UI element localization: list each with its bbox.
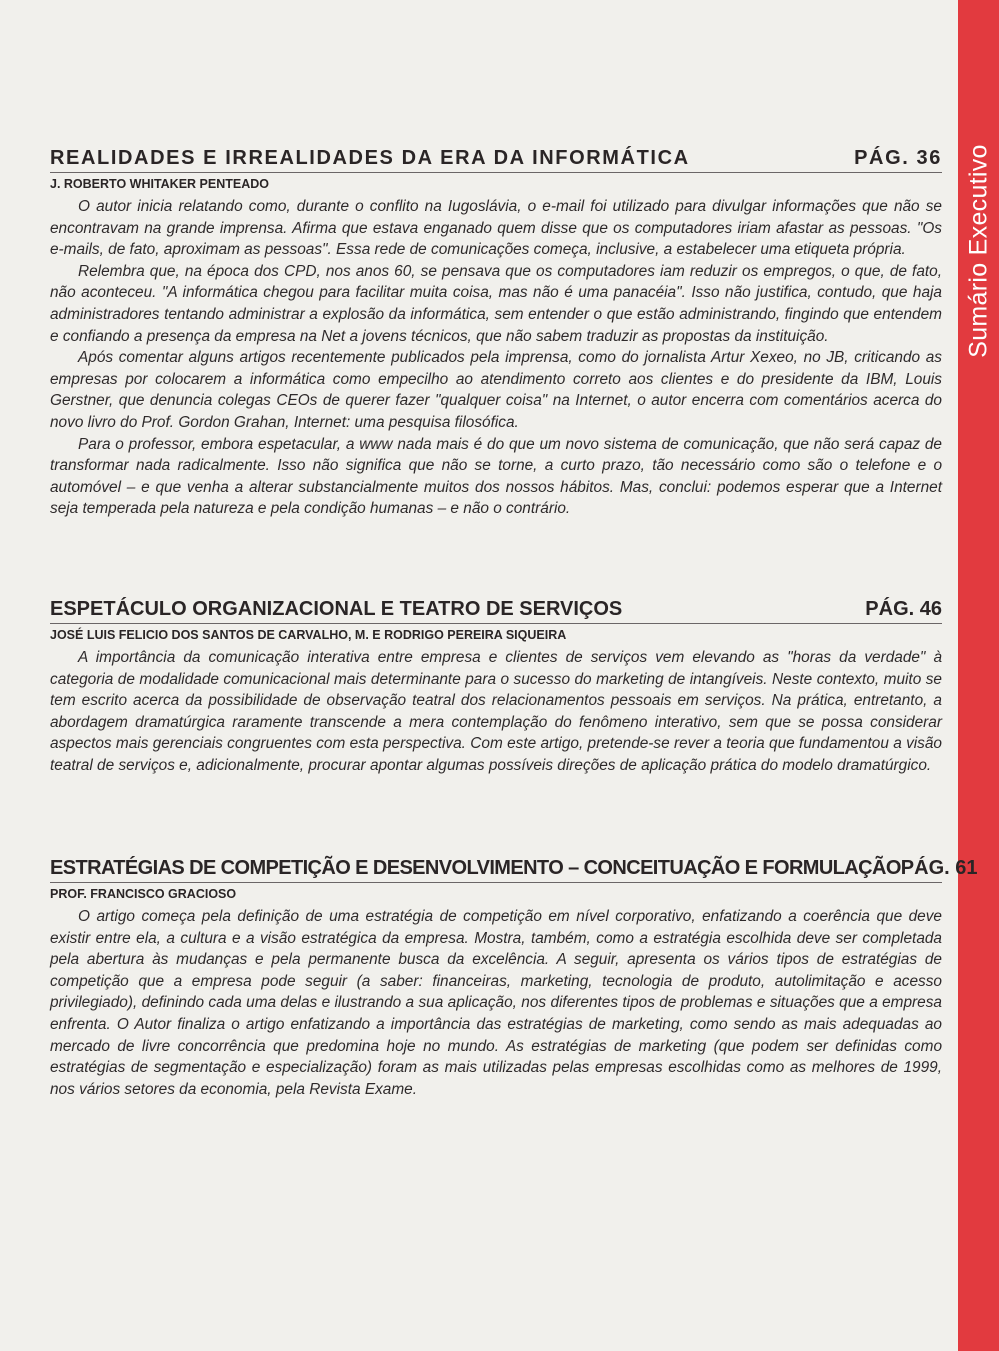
article-body (50, 196, 942, 520)
article-title: ESPETÁCULO ORGANIZACIONAL E TEATRO DE SERVIÇOS (50, 598, 623, 620)
article-paragraph: O autor inicia relatando como, durante o conflito na Iugoslávia, o e-mail foi utilizado para divulgar informações que não se encontravam na grande imprensa. Afirma que estava enganado quem disse que os computadores iriam afastar as pessoas. "Os e-mails, de fato, aproximam as pessoas". Essa rede de comunicações começa, inclusive, a estabelecer uma etiqueta própria. (50, 198, 942, 259)
article-page-number: PÁG. 46 (865, 598, 942, 620)
article-espetaculo (50, 598, 942, 777)
article-author: PROF. FRANCISCO GRACIOSO (50, 887, 237, 901)
article-paragraph: Relembra que, na época dos CPD, nos anos 60, se pensava que os computadores iam reduzir os empregos, o que, de fato, não aconteceu. "A informática chegou para facilitar muita coisa, mas não é uma panacéia". Isso não justifica, contudo, que haja administradores tentando administrar a explosão da informática, sem entender o que estão administrando, fingindo que entendem e confiando a presença da empresa na Net a jovens técnicos, que não sabem traduzir as propostas da instituição. (50, 262, 942, 345)
article-header (50, 598, 942, 624)
article-header (50, 857, 978, 883)
article-page-number: PÁG. 61 (900, 857, 978, 879)
article-title: REALIDADES E IRREALIDADES DA ERA DA INFORMÁTICA (50, 147, 690, 169)
sidebar-label: Sumário Executivo (964, 144, 992, 358)
article-author: JOSÉ LUIS FELICIO DOS SANTOS DE CARVALHO, M. E RODRIGO PEREIRA SIQUEIRA (50, 628, 567, 642)
article-header (50, 147, 942, 173)
article-body (50, 647, 942, 777)
article-realidades (50, 147, 942, 520)
article-paragraph: Após comentar alguns artigos recentemente publicados pela imprensa, como do jornalista Artur Xexeo, no JB, criticando as empresas por colocarem a informática como empecilho ao atendimento correto aos clientes e do presidente da IBM, Louis Gerstner, que denuncia colegas CEOs de querer fazer "qualquer coisa" na Internet, o autor encerra com comentários acerca do novo livro do Prof. Gordon Grahan, Internet: uma pesquisa filosófica. (50, 349, 942, 431)
article-page-number: PÁG. 36 (854, 147, 942, 169)
article-paragraph: Para o professor, embora espetacular, a www nada mais é do que um novo sistema de comunicação, que não será capaz de transformar nada radicalmente. Isso não significa que não se torne, a curto prazo, tão necessário como são o telefone e o automóvel – e que venha a alterar substancialmente muitos dos nossos hábitos. Mas, conclui: podemos esperar que a Internet seja temperada pela natureza e pela condição humanas – e não o contrário. (50, 435, 942, 518)
article-paragraph: O artigo começa pela definição de uma estratégia de competição em nível corporativo, enfatizando a coerência que deve existir entre ela, a cultura e a visão estratégica da empresa. Mostra, também, como a estratégia escolhida deve ser completada pela abertura às mudanças e pela permanente busca da excelência. A seguir, apresenta os vários tipos de estratégias de competição que a empresa pode seguir (a saber: financeiras, marketing, tecnologia de produto, autolimitação e acesso privilegiado), definindo cada uma delas e ilustrando a sua aplicação, nos diferentes tipos de problemas e situações que a empresa enfrenta. O Autor finaliza o artigo enfatizando a importância das estratégias de marketing, como sendo as mais adequadas ao mercado de livre concorrência que predomina hoje no mundo. As estratégias de marketing (que podem ser definidas como estratégias de segmentação e especialização) foram as mais utilizadas pelas empresas escolhidas como as melhores de 1999, nos vários setores da economia, pela Revista Exame. (50, 908, 942, 1098)
article-paragraph: A importância da comunicação interativa entre empresa e clientes de serviços vem elevando as "horas da verdade" à categoria de modalidade comunicacional mais determinante para o sucesso do marketing de intangíveis. Neste contexto, muito se tem escrito acerca da possibilidade de observação teatral dos relacionamentos pessoais em serviços. Na prática, entretanto, a abordagem dramatúrgica raramente transcende a mera contemplação do fenômeno interativo, sem que se possa considerar aspectos mais gerenciais congruentes com esta perspectiva. Com este artigo, pretende-se rever a teoria que fundamentou a visão teatral de serviços e, adicionalmente, procurar apontar algumas possíveis direções de aplicação prática do modelo dramatúrgico. (50, 649, 942, 774)
article-estrategias (50, 857, 978, 1100)
article-author: J. ROBERTO WHITAKER PENTEADO (50, 177, 269, 191)
sidebar-tab (958, 0, 999, 1351)
article-title: ESTRATÉGIAS DE COMPETIÇÃO E DESENVOLVIMENTO – CONCEITUAÇÃO E FORMULAÇÃO (50, 857, 901, 879)
article-body (50, 906, 942, 1100)
